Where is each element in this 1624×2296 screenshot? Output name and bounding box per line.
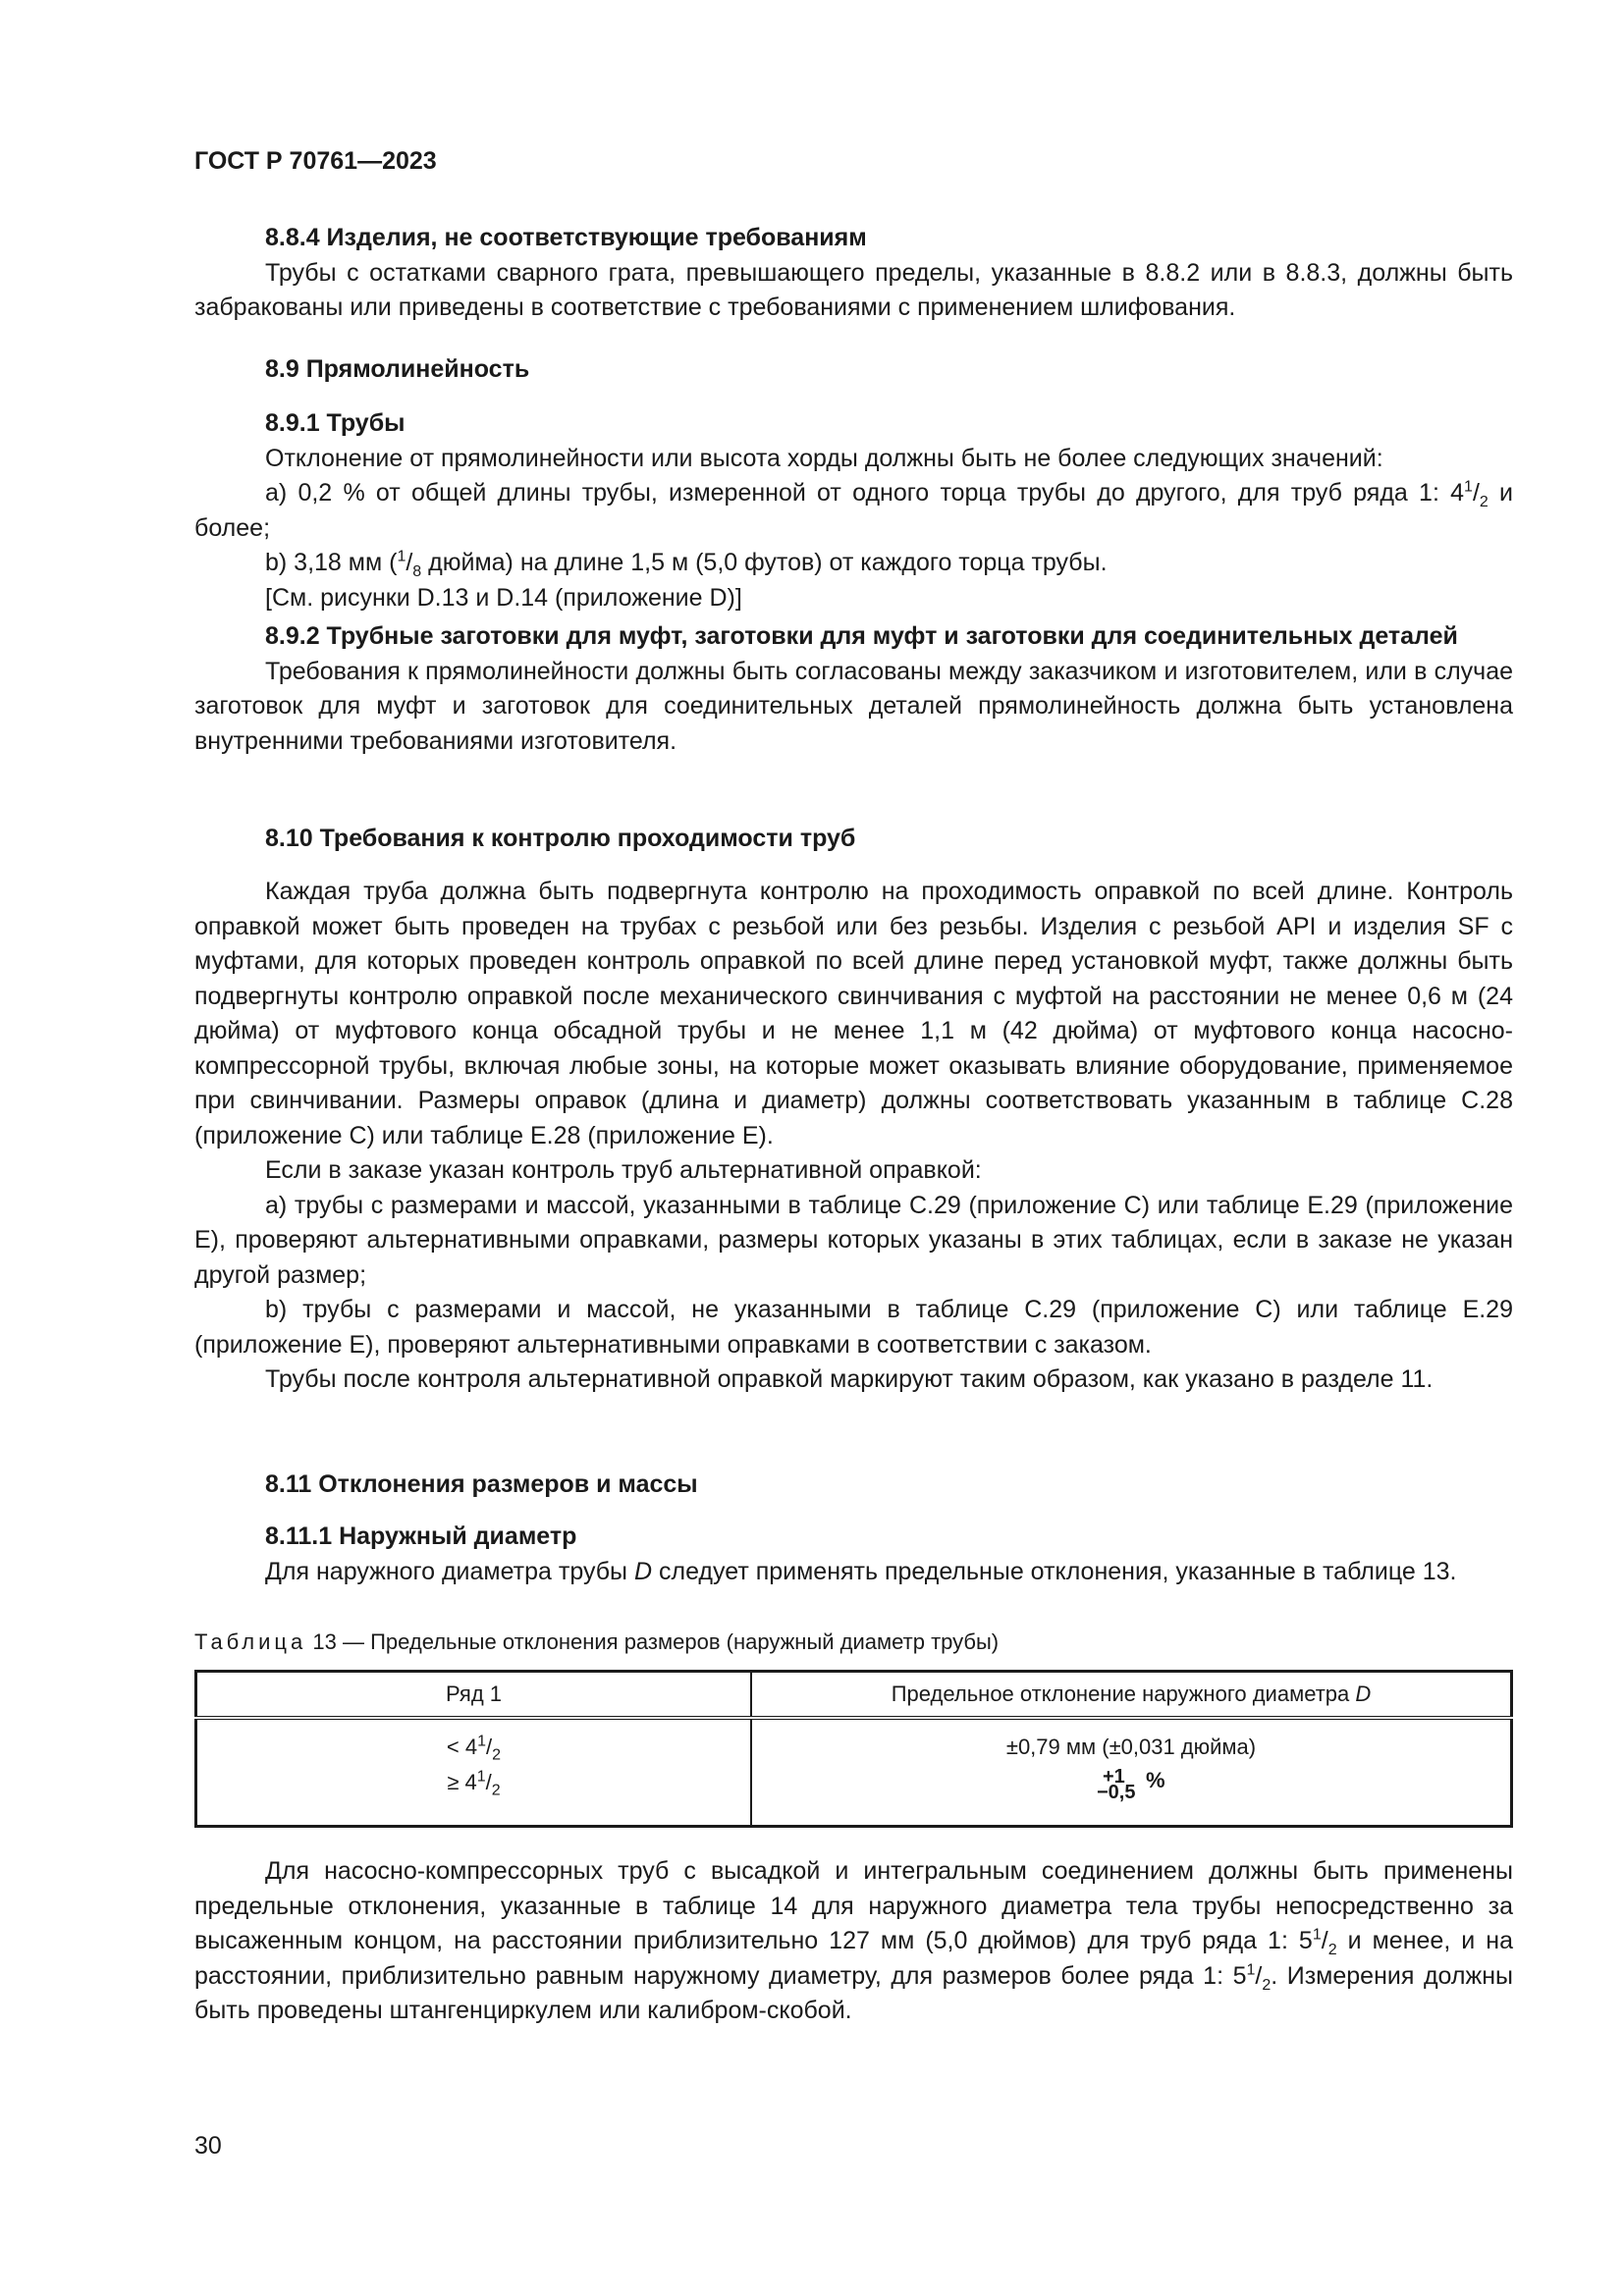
section-title: 8.11 Отклонения размеров и массы	[265, 1470, 698, 1498]
table-cell-tolerance	[751, 1718, 1512, 1827]
section-8-10-title	[194, 822, 1513, 857]
paragraph: Если в заказе указан контроль труб альтернативной оправкой:	[265, 1156, 982, 1184]
column-header: Предельное отклонение наружного диаметра D	[751, 1672, 1512, 1719]
paragraph: Трубы с остатками сварного грата, превышающего пределы, указанные в 8.8.2 или в 8.8.3, должны быть забракованы или приведены в соответствие с требованиями с применением шлифования.	[194, 258, 1513, 321]
paragraph: Для насосно-компрессорных труб с высадкой и интегральным соединением должны быть применены предельные отклонения, указанные в таблице 14 для наружного диаметра тела трубы непосредственно за высаженным концом, на расстоянии приблизительно 127 мм (5,0 дюймов) для труб ряда 1: $5^1/_2$ и менее, и на расстоянии, приблизительно равным наружному диаметру, для размеров более ряда 1: $5^1/_2$. Измерения должны быть проведены штангенциркулем или калибром-скобой.	[194, 1857, 1513, 2024]
table-header-row	[196, 1672, 1512, 1719]
table-13	[194, 1670, 1513, 1828]
paragraph: Трубы после контроля альтернативной оправкой маркируют таким образом, как указано в разделе 11.	[265, 1365, 1434, 1393]
tolerance-stack: +1 −0,5 %	[1097, 1766, 1165, 1803]
cell-line: < $4^1/_2$	[446, 1733, 502, 1764]
paragraph-after-table	[194, 1854, 1513, 2029]
section-title: 8.9 Прямолинейность	[265, 355, 530, 383]
list-item-a: a) трубы с размерами и массой, указанными в таблице C.29 (приложение C) или таблице E.29 (приложение E), проверяют альтернативными оправками, размеры которых указаны в этих таблицах, если в заказе не указан другой размер;	[194, 1191, 1513, 1289]
section-8-11	[194, 1468, 1513, 1503]
paragraph: Требования к прямолинейности должны быть согласованы между заказчиком и изготовителем, или в случае заготовок для муфт и заготовок для соединительных деталей прямолинейность должна быть установлена внутренними требованиями изготовителя.	[194, 657, 1513, 755]
list-item-b: b) 3,18 мм ($^1/_8$ дюйма) на длине 1,5 м (5,0 футов) от каждого торца трубы.	[265, 548, 1108, 580]
section-8-9	[194, 352, 1513, 388]
paragraph: Для наружного диаметра трубы D следует применять предельные отклонения, указанные в таблице 13.	[265, 1557, 1457, 1585]
standard-header: ГОСТ Р 70761—2023	[194, 147, 437, 175]
table-row	[196, 1718, 1512, 1827]
section-8-11-1	[194, 1520, 1513, 1589]
table-caption: Таблица 13 — Предельные отклонения размеров (наружный диаметр трубы)	[194, 1629, 1000, 1654]
section-8-8-4	[194, 221, 1513, 326]
figure-reference: [См. рисунки D.13 и D.14 (приложение D)]	[265, 583, 742, 612]
section-8-9-1	[194, 406, 1513, 615]
section-title: 8.8.4 Изделия, не соответствующие требованиям	[265, 224, 867, 251]
table-cell-series	[196, 1718, 752, 1827]
section-title: 8.10 Требования к контролю проходимости труб	[265, 825, 856, 852]
cell-line: ±0,79 мм (±0,031 дюйма)	[1005, 1735, 1257, 1759]
column-header: Ряд 1	[196, 1672, 752, 1719]
list-item-a: a) 0,2 % от общей длины трубы, измеренной от одного торца трубы до другого, для труб ряда 1: $4^1/_2$ и более;	[194, 478, 1513, 542]
page-number: 30	[194, 2132, 222, 2160]
cell-line: ≥ $4^1/_2$	[447, 1768, 501, 1799]
section-title: 8.11.1 Наружный диаметр	[265, 1522, 577, 1550]
section-title: 8.9.1 Трубы	[265, 409, 406, 437]
paragraph: Отклонение от прямолинейности или высота хорды должны быть не более следующих значений:	[265, 444, 1383, 472]
list-item-b: b) трубы с размерами и массой, не указанными в таблице C.29 (приложение C) или таблице E.29 (приложение E), проверяют альтернативными оправками в соответствии с заказом.	[194, 1296, 1513, 1359]
section-8-10	[194, 875, 1513, 1398]
section-title: 8.9.2 Трубные заготовки для муфт, заготовки для муфт и заготовки для соединительных деталей	[265, 622, 1458, 650]
cell-line	[752, 1765, 1510, 1811]
section-8-9-2	[194, 619, 1513, 759]
paragraph: Каждая труба должна быть подвергнута контролю на проходимость оправкой по всей длине. Контроль оправкой может быть проведен на трубах с резьбой или без резьбы. Изделия с резьбой API и изделия SF с муфтами, для которых проведен контроль оправкой по всей длине перед установкой муфт, также должны быть подвергнуты контролю оправкой после механического свинчивания с муфтой на расстоянии не менее 0,6 м (24 дюйма) от муфтового конца обсадной трубы и не менее 1,1 м (42 дюйма) от муфтового конца насосно-компрессорной трубы, включая любые зоны, на которые может оказывать влияние оборудование, применяемое при свинчивании. Размеры оправок (длина и диаметр) должны соответствовать указанным в таблице C.28 (приложение C) или таблице E.28 (приложение E).	[194, 878, 1513, 1149]
